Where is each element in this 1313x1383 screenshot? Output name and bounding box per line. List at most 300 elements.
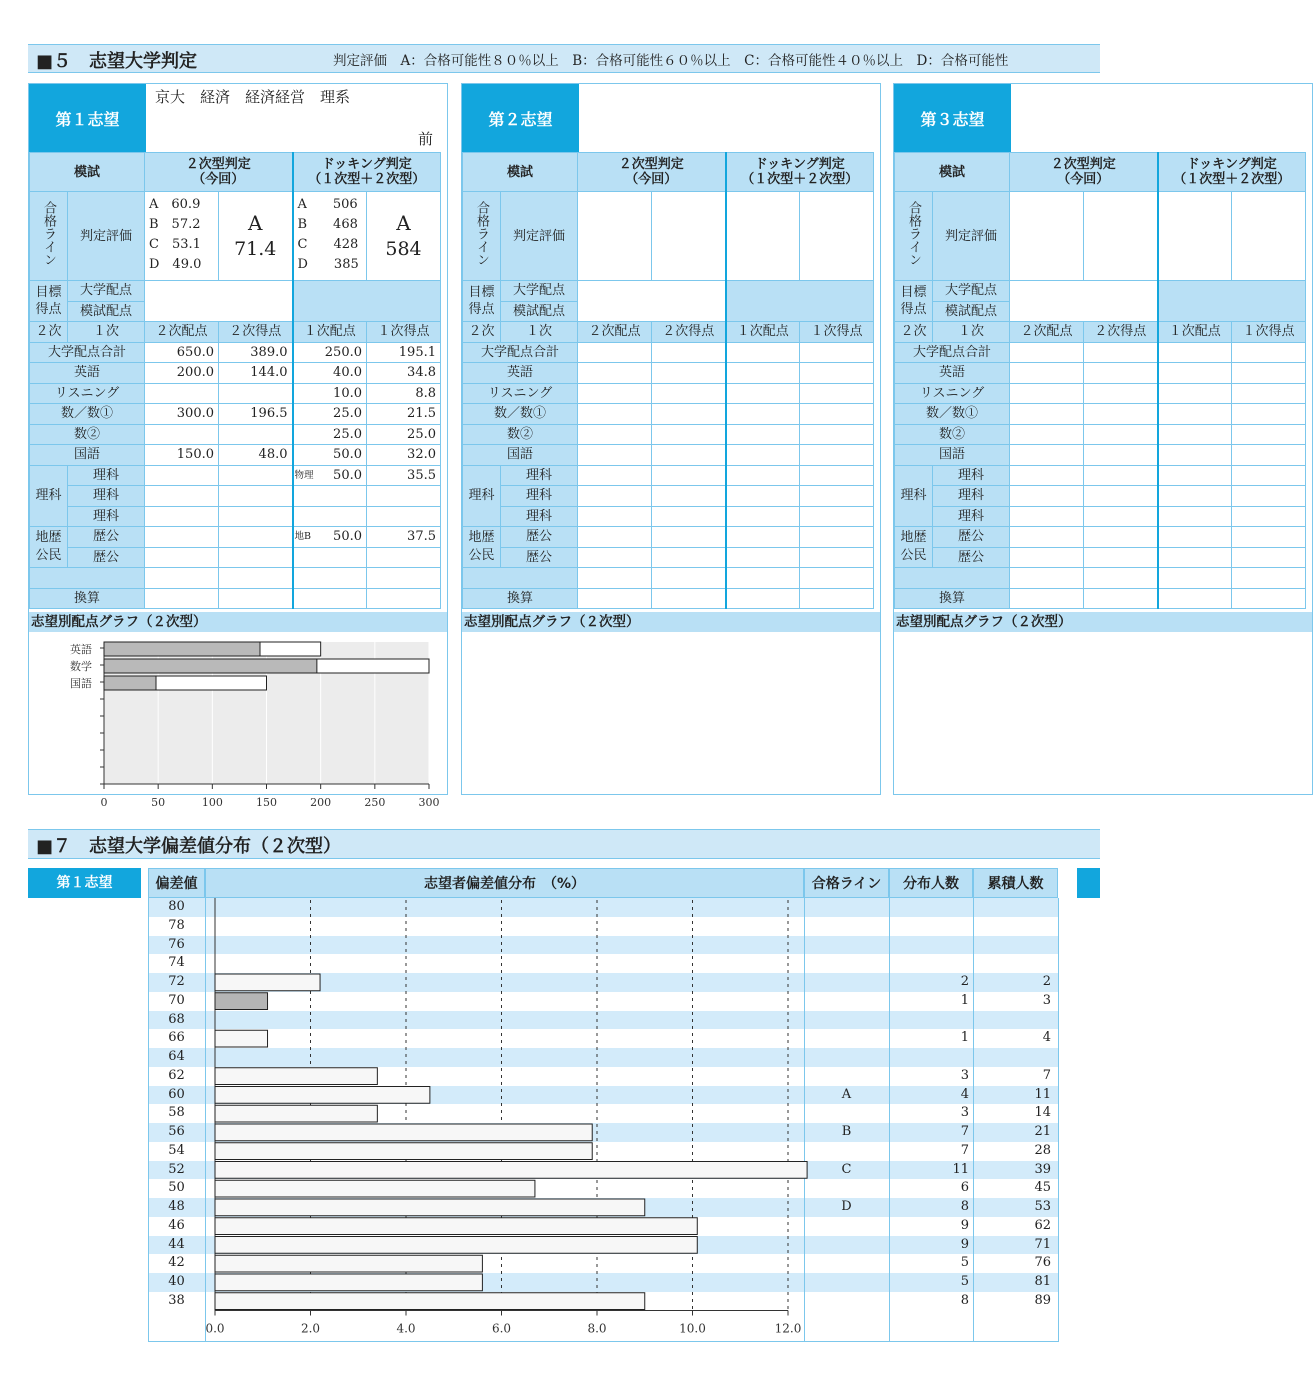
dist-bar <box>215 974 320 991</box>
ichiji-haiten <box>293 547 367 568</box>
subject-row <box>895 568 1306 589</box>
panel-top <box>462 84 880 152</box>
niji-tokuten <box>1084 383 1158 404</box>
target-dock-cell <box>726 281 874 322</box>
niji-tokuten <box>652 363 726 384</box>
judge2-header: ２次型判定 （今回） <box>145 153 293 192</box>
subject-label <box>30 568 145 589</box>
ichiji-haiten <box>1158 527 1232 548</box>
section7-pref-label <box>28 868 141 898</box>
dist-col-border <box>804 898 805 1341</box>
count-value: 3 <box>960 1105 969 1121</box>
pass-line-mark <box>804 1179 889 1198</box>
judge2-header: ２次型判定 （今回） <box>578 153 726 192</box>
count-value: 4 <box>960 1086 969 1102</box>
grade-result-2 <box>652 192 726 281</box>
niji-tokuten <box>1084 568 1158 589</box>
target-score-label: 目標 得点 <box>895 281 933 322</box>
subject-row <box>30 547 441 568</box>
pass-line-mark <box>804 992 889 1011</box>
x-tick-label: 50 <box>151 796 166 809</box>
cumulative-value <box>973 1048 1051 1067</box>
dist-bar <box>215 1255 482 1272</box>
subject-row <box>463 445 874 466</box>
niji-haiten <box>1010 404 1084 425</box>
subject-row <box>463 588 874 609</box>
grade-result-dock <box>367 192 441 281</box>
dist-bar <box>215 1274 482 1291</box>
ichiji-haiten <box>726 445 800 466</box>
subject-label: リスニング <box>895 383 1010 404</box>
ichiji-label: １次 <box>68 322 145 343</box>
dist-bar <box>215 1105 377 1122</box>
ichiji-haiten <box>293 527 367 548</box>
section5-bar <box>28 44 1100 73</box>
niji-haiten <box>1010 445 1084 466</box>
rika-group-label: 理科 <box>895 465 933 527</box>
subject-label: 理科 <box>68 486 145 507</box>
pass-line-mark <box>804 936 889 955</box>
ichiji-haiten <box>726 424 800 445</box>
ichiji-haiten <box>293 404 367 425</box>
chireki-group-label: 地歴 公民 <box>30 527 68 568</box>
niji-haiten <box>578 342 652 363</box>
univ-haiten-label: 大学配点 <box>68 281 145 302</box>
count-value: 8 <box>960 1292 969 1308</box>
grade-lines-dock <box>726 192 800 281</box>
hantei-label: 判定評価 <box>933 192 1010 281</box>
pass-line-mark <box>804 1104 889 1123</box>
grade-lines-2 <box>145 192 219 281</box>
ichiji-tokuten <box>800 568 874 589</box>
niji-haiten-header: ２次配点 <box>1010 322 1084 343</box>
grade-line-dock: C 428 <box>297 237 359 252</box>
cumulative-value <box>973 1011 1051 1030</box>
subject-row <box>895 404 1306 425</box>
subject-row <box>30 404 441 425</box>
pass-line-mark <box>804 1048 889 1067</box>
niji-tokuten <box>219 486 293 507</box>
judge2-header: ２次型判定 （今回） <box>1010 153 1158 192</box>
pass-line-mark <box>804 1142 889 1161</box>
subject-label: 理科 <box>933 486 1010 507</box>
dist-bar <box>215 1237 697 1254</box>
ichiji-haiten-header: １次配点 <box>726 322 800 343</box>
niji-haiten <box>578 363 652 384</box>
chireki-group-label: 地歴 公民 <box>895 527 933 568</box>
subject-row <box>30 588 441 609</box>
grade-result-dock <box>800 192 874 281</box>
x-tick-label: 6.0 <box>491 1321 512 1336</box>
ichiji-haiten <box>726 486 800 507</box>
dock-header: ドッキング判定 （１次型＋２次型） <box>726 153 874 192</box>
niji-tokuten <box>652 424 726 445</box>
pass-line-mark <box>804 1273 889 1292</box>
subject-label: 数② <box>30 424 145 445</box>
rika-group-label: 理科 <box>30 465 68 527</box>
exam-schedule: 前 <box>417 130 433 148</box>
cumulative-value: 7 <box>1042 1067 1051 1083</box>
count-value <box>889 954 969 973</box>
pass-line-mark <box>804 917 889 936</box>
cumulative-value: 2 <box>1042 974 1051 989</box>
grade-lines-2 <box>1010 192 1084 281</box>
subject-label: 歴公 <box>68 547 145 568</box>
ichiji-tokuten <box>800 588 874 609</box>
x-tick-label: 12.0 <box>774 1321 802 1336</box>
niji-haiten <box>578 445 652 466</box>
niji-tokuten <box>1084 424 1158 445</box>
pass-line-text: 合格ライン <box>474 200 489 266</box>
subject-row <box>895 506 1306 527</box>
deviation-value: 50 <box>168 1180 185 1196</box>
niji-tokuten <box>652 404 726 425</box>
ichiji-tokuten <box>1232 527 1306 548</box>
count-value: 2 <box>960 974 969 989</box>
ichiji-haiten <box>1158 363 1232 384</box>
cumulative-value: 81 <box>1034 1274 1051 1289</box>
dist-header-2: 合格ライン <box>804 868 889 898</box>
dist-bar <box>215 1293 645 1310</box>
ichiji-haiten <box>293 424 367 445</box>
ichiji-tokuten: 32.0 <box>367 445 441 466</box>
pref-name: 第２志望 <box>462 84 579 152</box>
ichiji-haiten <box>726 588 800 609</box>
count-value: 7 <box>960 1124 969 1139</box>
niji-tokuten <box>1084 342 1158 363</box>
niji-tokuten <box>652 486 726 507</box>
subject-tag: 地B <box>294 531 311 542</box>
category-label: 国語 <box>70 677 92 690</box>
university-name: 京大 経済 経済経営 理系 <box>155 88 351 106</box>
count-value: 5 <box>960 1274 969 1289</box>
chireki-group-label: 地歴 公民 <box>463 527 501 568</box>
section7-bar <box>28 829 1100 859</box>
dist-header-3: 分布人数 <box>889 868 973 898</box>
niji-haiten <box>1010 527 1084 548</box>
subject-label: 歴公 <box>501 527 578 548</box>
ichiji-haiten <box>1158 547 1232 568</box>
subject-label: 大学配点合計 <box>30 342 145 363</box>
target-2-cell <box>145 281 293 322</box>
ichiji-tokuten <box>800 465 874 486</box>
ichiji-haiten <box>293 506 367 527</box>
cumulative-value: 21 <box>1034 1124 1051 1139</box>
dock-header: ドッキング判定 （１次型＋２次型） <box>1158 153 1306 192</box>
grade-lines-dock <box>293 192 367 281</box>
ichiji-haiten <box>726 506 800 527</box>
niji-haiten <box>145 506 219 527</box>
mock-haiten-label: 模試配点 <box>933 301 1010 322</box>
pass-line-mark <box>804 1236 889 1255</box>
deviation-value: 70 <box>168 992 185 1008</box>
deviation-value: 44 <box>168 1236 185 1252</box>
grade-2: A <box>248 211 263 235</box>
niji-haiten <box>145 424 219 445</box>
niji-tokuten <box>652 342 726 363</box>
ichiji-haiten-value: 10.0 <box>333 385 362 401</box>
subject-label: 数／数① <box>895 404 1010 425</box>
dist-bar <box>215 1143 592 1160</box>
deviation-value: 78 <box>168 917 185 933</box>
ichiji-haiten <box>1158 445 1232 466</box>
subject-row <box>30 527 441 548</box>
niji-tokuten <box>652 527 726 548</box>
ichiji-tokuten <box>800 527 874 548</box>
ichiji-haiten <box>1158 342 1232 363</box>
grade-line-dock: B 468 <box>297 217 358 232</box>
grade-result-2 <box>1084 192 1158 281</box>
subject-label: 換算 <box>895 588 1010 609</box>
niji-haiten <box>145 547 219 568</box>
pref-panel-2 <box>461 83 881 795</box>
niji-tokuten <box>1084 465 1158 486</box>
x-tick-label: 4.0 <box>396 1321 416 1336</box>
niji-haiten <box>578 383 652 404</box>
niji-haiten <box>145 486 219 507</box>
ichiji-tokuten <box>1232 465 1306 486</box>
niji-label: ２次 <box>30 322 68 343</box>
pass-line-mark <box>804 973 889 992</box>
cumulative-value: 11 <box>1034 1086 1051 1102</box>
ichiji-tokuten <box>367 547 441 568</box>
subject-row <box>463 506 874 527</box>
grade-line-2: C 53.1 <box>149 237 201 252</box>
subject-row <box>463 527 874 548</box>
ichiji-haiten <box>1158 486 1232 507</box>
hantei-label: 判定評価 <box>68 192 145 281</box>
x-tick-label: 0 <box>100 796 108 809</box>
niji-tokuten-header: ２次得点 <box>1084 322 1158 343</box>
niji-tokuten <box>219 465 293 486</box>
ichiji-tokuten <box>367 486 441 507</box>
section5-legend: 判定評価 A：合格可能性８０％以上 B：合格可能性６０％以上 C：合格可能性４０％以上 D：合格可能性 <box>333 53 1009 69</box>
graph-title: 志望別配点グラフ（２次型） <box>462 612 880 632</box>
ichiji-haiten <box>293 363 367 384</box>
niji-label: ２次 <box>895 322 933 343</box>
count-value: 9 <box>960 1236 969 1252</box>
cumulative-value: 76 <box>1034 1255 1051 1271</box>
subject-row <box>30 342 441 363</box>
niji-tokuten: 196.5 <box>219 404 293 425</box>
subject-label: 理科 <box>68 465 145 486</box>
grade-lines-2 <box>578 192 652 281</box>
subject-row <box>895 486 1306 507</box>
subject-label: 理科 <box>501 506 578 527</box>
target-score-label: 目標 得点 <box>30 281 68 322</box>
grade-line-dock: A 506 <box>297 197 358 212</box>
ichiji-label: １次 <box>933 322 1010 343</box>
niji-haiten <box>1010 547 1084 568</box>
panel-top <box>894 84 1312 152</box>
subject-label: 国語 <box>30 445 145 466</box>
niji-tokuten <box>1084 445 1158 466</box>
score-dock: 584 <box>385 238 422 260</box>
cumulative-value: 89 <box>1034 1292 1051 1308</box>
ichiji-haiten <box>726 465 800 486</box>
deviation-value: 42 <box>168 1255 185 1271</box>
subject-label: 英語 <box>30 363 145 384</box>
deviation-value: 64 <box>168 1049 185 1064</box>
niji-haiten <box>578 588 652 609</box>
niji-haiten <box>1010 342 1084 363</box>
deviation-value: 46 <box>168 1217 185 1233</box>
niji-haiten-header: ２次配点 <box>578 322 652 343</box>
subject-row <box>463 383 874 404</box>
niji-haiten <box>1010 588 1084 609</box>
ichiji-tokuten <box>1232 383 1306 404</box>
subject-label: 換算 <box>463 588 578 609</box>
univ-haiten-label: 大学配点 <box>501 281 578 302</box>
dist-header-1: 志望者偏差値分布 （%） <box>205 868 804 898</box>
cumulative-value <box>973 954 1051 973</box>
subject-label: 理科 <box>933 465 1010 486</box>
ichiji-haiten <box>1158 424 1232 445</box>
niji-tokuten: 389.0 <box>219 342 293 363</box>
niji-tokuten <box>652 445 726 466</box>
niji-haiten <box>1010 465 1084 486</box>
ichiji-tokuten <box>800 383 874 404</box>
subject-label <box>463 568 578 589</box>
count-value: 1 <box>960 992 969 1008</box>
niji-haiten <box>1010 363 1084 384</box>
deviation-value: 54 <box>168 1142 185 1158</box>
deviation-value: 62 <box>168 1067 185 1083</box>
ichiji-tokuten <box>1232 445 1306 466</box>
subject-row <box>895 465 1306 486</box>
cumulative-value <box>973 936 1051 955</box>
niji-haiten <box>145 568 219 589</box>
score-table <box>29 152 441 609</box>
subject-label: 理科 <box>933 506 1010 527</box>
target-dock-cell <box>1158 281 1306 322</box>
ichiji-tokuten <box>1232 486 1306 507</box>
ichiji-tokuten <box>367 568 441 589</box>
niji-haiten: 650.0 <box>145 342 219 363</box>
niji-haiten-header: ２次配点 <box>145 322 219 343</box>
subject-row <box>895 363 1306 384</box>
niji-tokuten <box>219 547 293 568</box>
subject-row <box>895 445 1306 466</box>
niji-haiten <box>1010 506 1084 527</box>
dist-bottom-border <box>148 1341 1059 1342</box>
dist-header-0: 偏差値 <box>148 868 205 898</box>
niji-label: ２次 <box>463 322 501 343</box>
niji-tokuten-header: ２次得点 <box>219 322 293 343</box>
haiten-chart <box>29 634 447 809</box>
pass-line-mark: C <box>841 1161 852 1177</box>
deviation-value: 74 <box>168 955 185 971</box>
section7-next-tab <box>1077 868 1100 898</box>
ichiji-tokuten: 195.1 <box>367 342 441 363</box>
deviation-value: 58 <box>168 1105 185 1121</box>
subject-label: 数② <box>463 424 578 445</box>
pass-line-text: 合格ライン <box>906 200 921 266</box>
mock-header: 模試 <box>463 153 578 192</box>
ichiji-haiten <box>293 445 367 466</box>
ichiji-haiten <box>293 588 367 609</box>
deviation-value: 38 <box>168 1292 185 1308</box>
deviation-value: 80 <box>168 899 185 914</box>
mock-haiten-label: 模試配点 <box>68 301 145 322</box>
niji-tokuten-header: ２次得点 <box>652 322 726 343</box>
distribution-table <box>148 868 1058 1344</box>
univ-haiten-label: 大学配点 <box>933 281 1010 302</box>
subject-label: 英語 <box>463 363 578 384</box>
ichiji-haiten <box>726 547 800 568</box>
cumulative-value <box>973 898 1051 917</box>
subject-label: 国語 <box>463 445 578 466</box>
count-value: 1 <box>960 1030 969 1046</box>
grade-result-2 <box>219 192 293 281</box>
ichiji-tokuten: 21.5 <box>367 404 441 425</box>
pref-panel-1 <box>28 83 448 809</box>
target-2-cell <box>1010 281 1158 322</box>
niji-haiten: 200.0 <box>145 363 219 384</box>
niji-tokuten <box>1084 547 1158 568</box>
ichiji-haiten <box>726 383 800 404</box>
score-table <box>894 152 1306 609</box>
subject-row <box>463 486 874 507</box>
niji-tokuten <box>1084 404 1158 425</box>
ichiji-haiten-header: １次配点 <box>1158 322 1232 343</box>
count-value <box>889 898 969 917</box>
niji-haiten <box>578 486 652 507</box>
ichiji-haiten-value: 40.0 <box>333 365 362 381</box>
section7-pref-text: 第１志望 <box>56 875 113 891</box>
niji-tokuten: 144.0 <box>219 363 293 384</box>
grade-dock: A <box>396 211 411 235</box>
subject-row <box>463 465 874 486</box>
dock-header: ドッキング判定 （１次型＋２次型） <box>293 153 441 192</box>
mock-haiten-label: 模試配点 <box>501 301 578 322</box>
ichiji-haiten <box>293 568 367 589</box>
niji-haiten: 300.0 <box>145 404 219 425</box>
subject-label: 換算 <box>30 588 145 609</box>
niji-tokuten <box>219 588 293 609</box>
ichiji-haiten-value: 250.0 <box>324 344 362 360</box>
ichiji-haiten-header: １次配点 <box>293 322 367 343</box>
grade-lines-dock <box>1158 192 1232 281</box>
cumulative-value: 45 <box>1034 1180 1051 1196</box>
niji-tokuten <box>652 547 726 568</box>
cumulative-value: 62 <box>1034 1217 1051 1233</box>
niji-haiten <box>578 465 652 486</box>
category-label: 英語 <box>70 643 92 656</box>
subject-label: 歴公 <box>933 547 1010 568</box>
x-tick-label: 300 <box>418 796 440 809</box>
ichiji-haiten <box>1158 404 1232 425</box>
deviation-value: 72 <box>168 974 185 989</box>
ichiji-tokuten: 37.5 <box>367 527 441 548</box>
grade-line-2: A 60.9 <box>149 197 201 212</box>
panel-top <box>29 84 447 152</box>
niji-haiten <box>1010 568 1084 589</box>
subject-label: 英語 <box>895 363 1010 384</box>
ichiji-haiten <box>726 568 800 589</box>
subject-row <box>895 527 1306 548</box>
niji-haiten <box>578 547 652 568</box>
x-tick-label: 250 <box>364 796 386 809</box>
ichiji-tokuten <box>800 404 874 425</box>
niji-tokuten <box>1084 363 1158 384</box>
score-bar <box>104 642 260 656</box>
pass-line-mark <box>804 1029 889 1048</box>
subject-label: 理科 <box>501 486 578 507</box>
x-tick-label: 150 <box>256 796 277 809</box>
dist-chart <box>205 868 804 1341</box>
deviation-value: 52 <box>168 1161 185 1177</box>
